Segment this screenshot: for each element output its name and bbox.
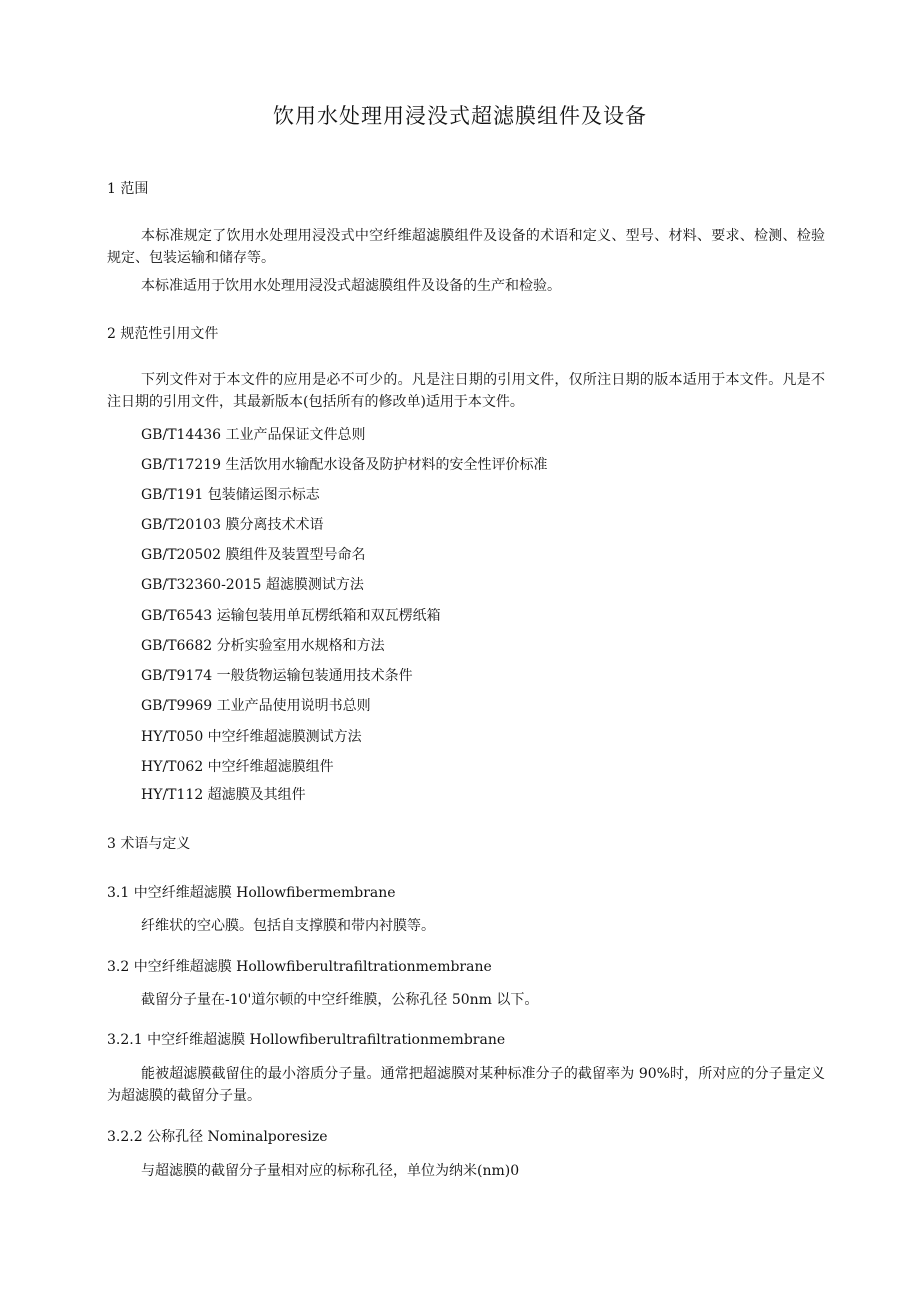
- reference-item: HY/T112 超滤膜及其组件: [141, 787, 306, 803]
- reference-item: GB/T20103 膜分离技术术语: [141, 517, 324, 533]
- reference-item: GB/T20502 膜组件及装置型号命名: [141, 547, 366, 563]
- section-1-paragraph-2: 本标准适用于饮用水处理用浸没式超滤膜组件及设备的生产和检验。: [141, 278, 561, 294]
- reference-item: GB/T9174 一般货物运输包装通用技术条件: [141, 668, 413, 684]
- reference-item: GB/T32360-2015 超滤膜测试方法: [141, 577, 364, 593]
- section-2-heading: 2 规范性引用文件: [107, 326, 219, 342]
- reference-item: GB/T9969 工业产品使用说明书总则: [141, 698, 371, 714]
- reference-item: HY/T062 中空纤维超滤膜组件: [141, 759, 334, 775]
- document-title: 饮用水处理用浸没式超滤膜组件及设备: [273, 104, 647, 128]
- reference-item: GB/T6682 分析实验室用水规格和方法: [141, 638, 385, 654]
- term-3-2-2-definition: 与超滤膜的截留分子量相对应的标称孔径，单位为纳米(nm)0: [141, 1163, 520, 1179]
- section-3-heading: 3 术语与定义: [107, 836, 191, 852]
- reference-item: GB/T6543 运输包装用单瓦楞纸箱和双瓦楞纸箱: [141, 608, 441, 624]
- term-3-2-heading: 3.2 中空纤维超滤膜 Hollowfiberultrafiltrationmembrane: [107, 959, 492, 975]
- section-2-paragraph-1: 下列文件对于本文件的应用是必不可少的。凡是注日期的引用文件，仅所注日期的版本适用于本文件。凡是不注日期的引用文件，其最新版本(包括所有的修改单)适用于本文件。: [107, 372, 825, 410]
- term-3-2-1-heading: 3.2.1 中空纤维超滤膜 Hollowfiberultrafiltrationmembrane: [107, 1032, 506, 1048]
- term-3-1-definition: 纤维状的空心膜。包括自支撑膜和带内衬膜等。: [141, 918, 435, 934]
- reference-item: GB/T17219 生活饮用水输配水设备及防护材料的安全性评价标准: [141, 457, 548, 473]
- term-3-2-definition: 截留分子量在-10'道尔顿的中空纤维膜，公称孔径 50nm 以下。: [141, 992, 539, 1008]
- section-1-paragraph-1: 本标准规定了饮用水处理用浸没式中空纤维超滤膜组件及设备的术语和定义、型号、材料、要求、检测、检验规定、包装运输和储存等。: [107, 228, 825, 266]
- term-3-2-1-definition: 能被超滤膜截留住的最小溶质分子量。通常把超滤膜对某种标准分子的截留率为 90%时，所对应的分子量定义为超滤膜的截留分子量。: [107, 1066, 825, 1104]
- reference-item: HY/T050 中空纤维超滤膜测试方法: [141, 729, 362, 745]
- reference-item: GB/T191 包装储运图示标志: [141, 487, 320, 503]
- section-1-heading: 1 范围: [107, 181, 149, 197]
- term-3-2-2-heading: 3.2.2 公称孔径 Nominalporesize: [107, 1129, 328, 1145]
- reference-item: GB/T14436 工业产品保证文件总则: [141, 427, 366, 443]
- term-3-1-heading: 3.1 中空纤维超滤膜 Hollowfibermembrane: [107, 885, 396, 901]
